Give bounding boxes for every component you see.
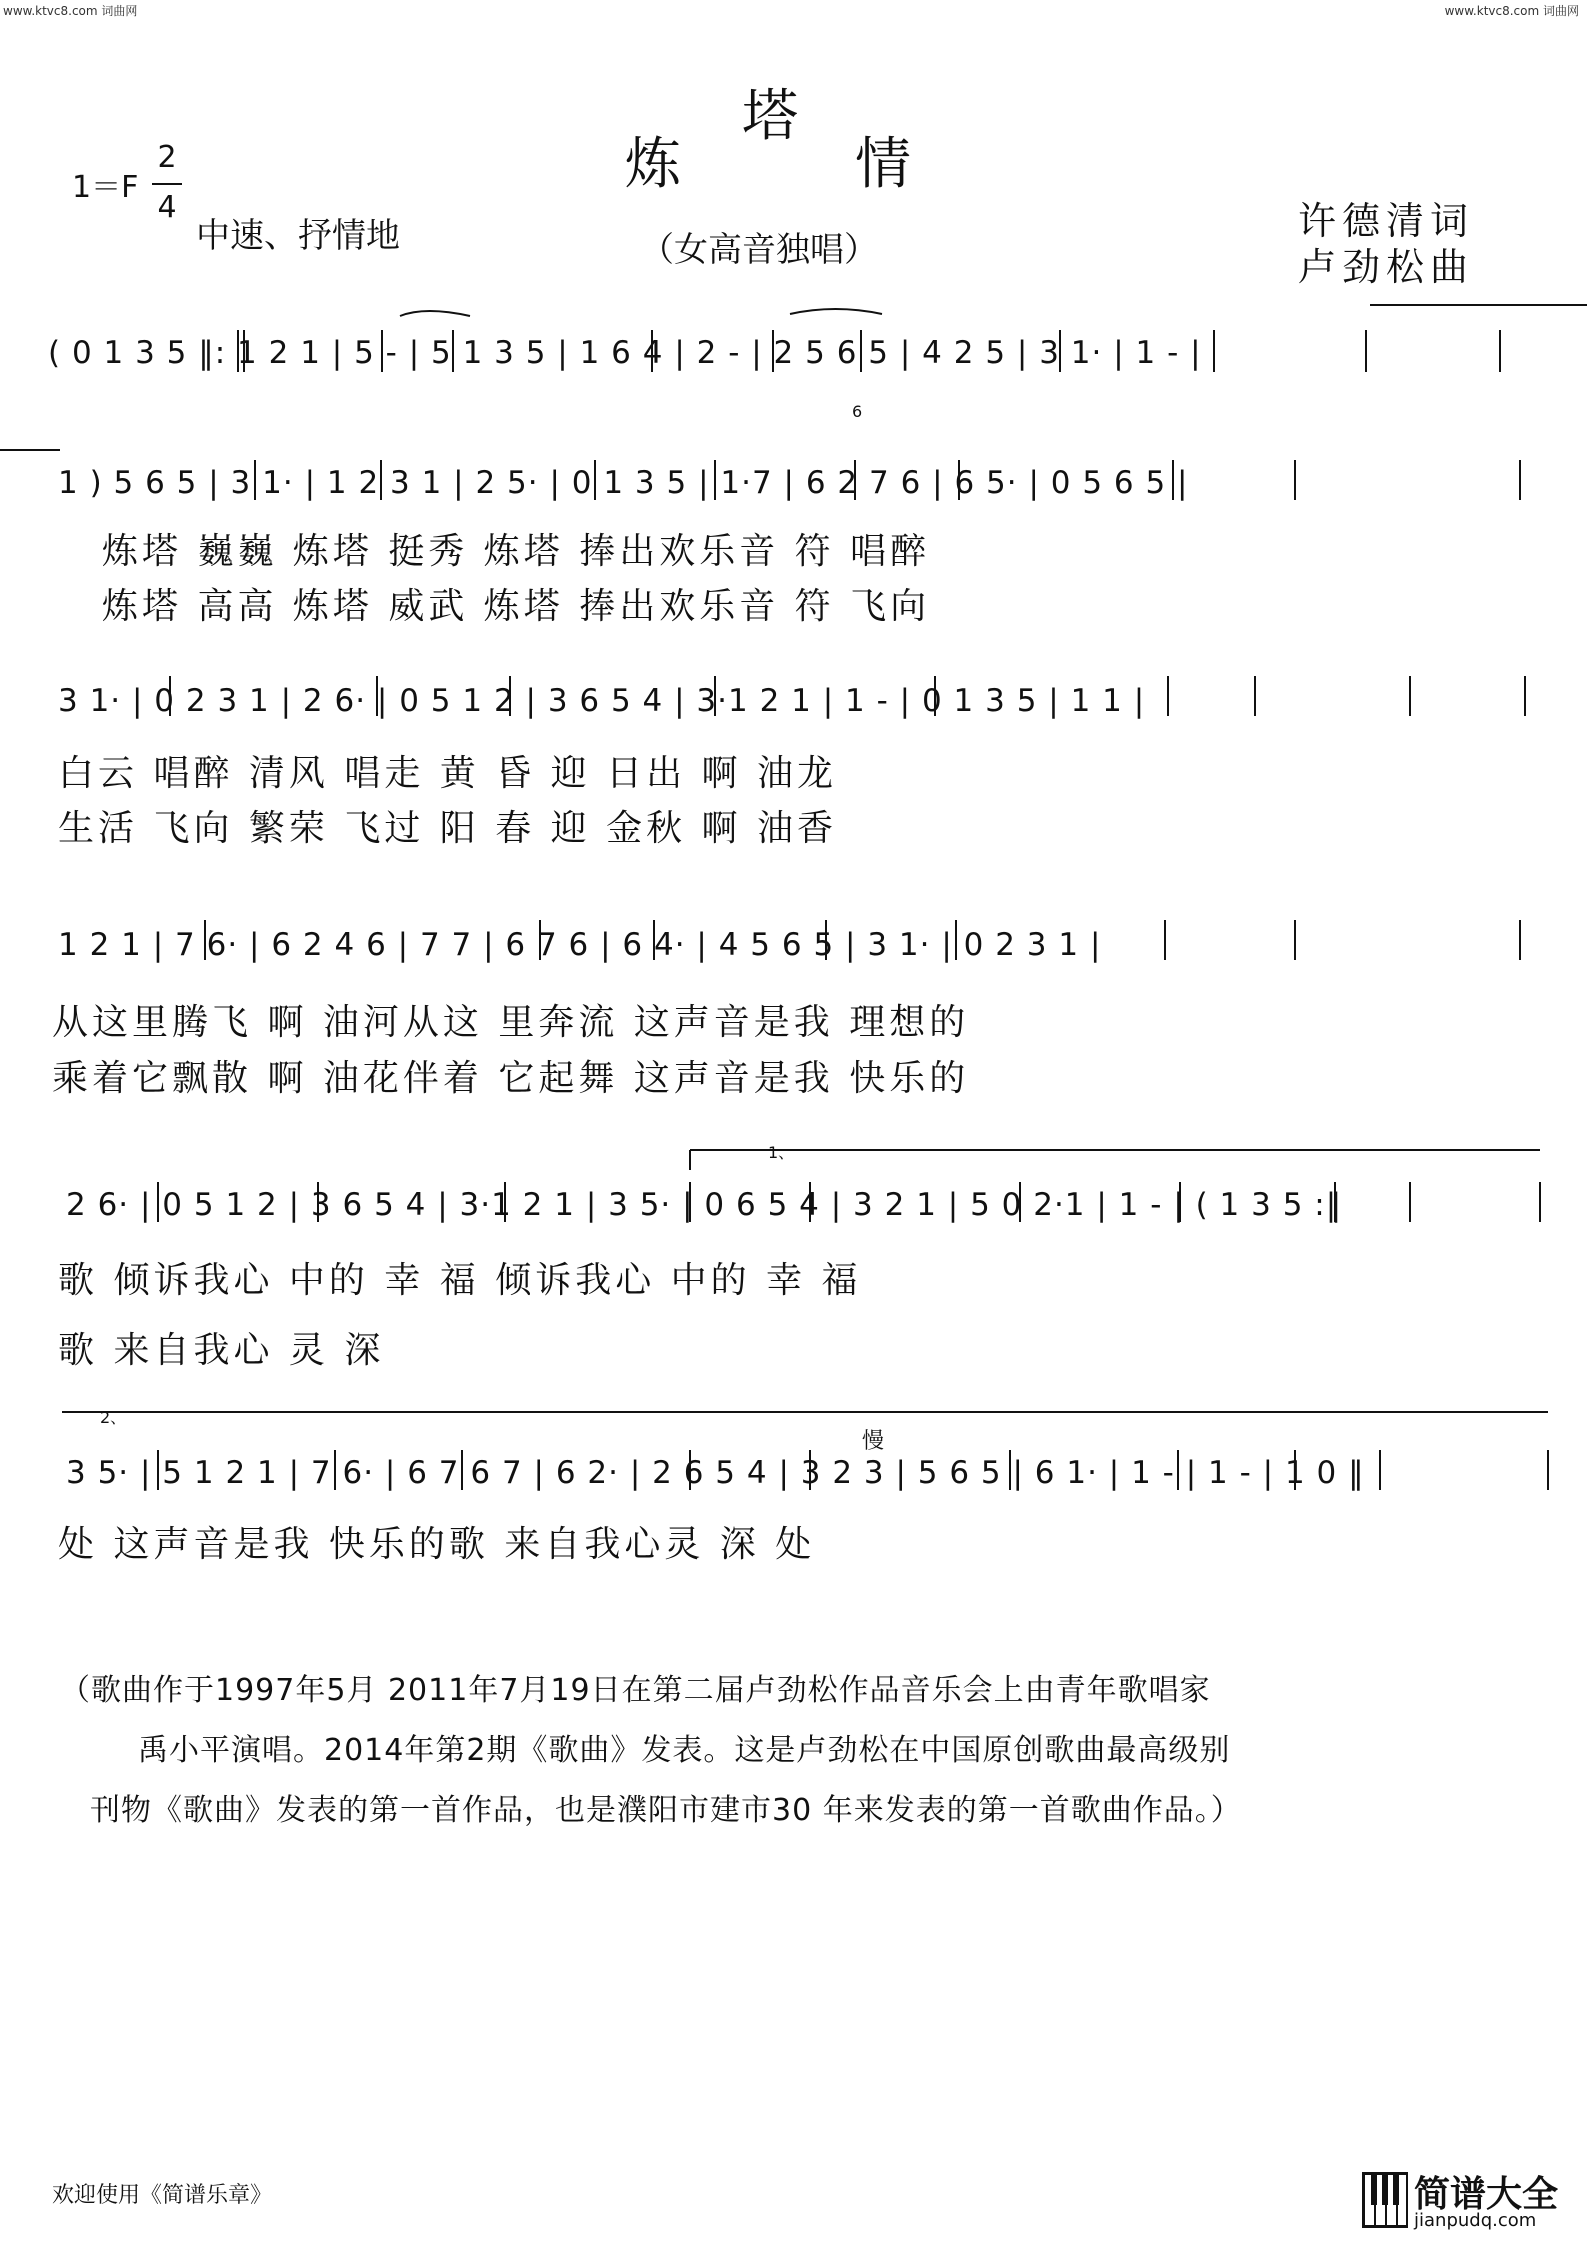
subtitle: （女高音独唱） [640,230,878,270]
system-2-notes: 1 ) 5 6 5 | 3 1· | 1 2 3 1 | 2 5· | 0 1 3 5 | 1·7 | 6 2 7 6 | 6 5· | 0 5 6 5 | [58,465,1189,501]
system-3-lyrics-verse-1: 白云 唱醉 清风 唱走 黄 昏 迎 日出 啊 油龙 [58,753,837,794]
watermark-right: www.ktvc8.com 词曲网 [1444,4,1579,18]
system-1-notes: ( 0 1 3 5 ‖: 1 2 1 | 5 - | 5 1 3 5 | 1 6 4 | 2 - | 2 5 6 5 | 4 2 5 | 3 1· | 1 - | [48,335,1202,371]
piano-keys-icon [1362,2172,1408,2228]
system-2-lyrics-verse-1: 炼塔 巍巍 炼塔 挺秀 炼塔 捧出欢乐音 符 唱醉 [102,531,931,572]
footnote-line-1: （歌曲作于1997年5月 2011年7月19日在第二届卢劲松作品音乐会上由青年歌唱家 [60,1673,1211,1708]
logo-name: 简谱大全 [1414,2174,1559,2215]
system-5-lyrics-verse-2: 歌 来自我心 灵 深 [58,1330,385,1371]
system-3-lyrics-verse-2: 生活 飞向 繁荣 飞过 阳 春 迎 金秋 啊 油香 [58,808,837,849]
composer-credit: 卢劲松曲 [1298,245,1475,289]
watermark-left: www.ktvc8.com 词曲网 [3,4,138,18]
time-signature-bottom: 4 [157,190,177,225]
site-logo[interactable] [1362,2166,1572,2236]
volta-2: 2、 [100,1408,127,1427]
system-4-notes: 1 2 1 | 7 6· | 6 2 4 6 | 7 7 | 6 7 6 | 6 4· | 4 5 6 5 | 3 1· | 0 2 3 1 | [58,927,1102,963]
footnote-line-3: 刊物《歌曲》发表的第一首作品，也是濮阳市建市30 年来发表的第一首歌曲作品。） [90,1793,1242,1828]
slow-marking: 慢 [862,1429,885,1454]
system-6-lyrics: 处 这声音是我 快乐的歌 来自我心灵 深 处 [58,1524,816,1565]
system-3-notes: 3 1· | 0 2 3 1 | 2 6· | 0 5 1 2 | 3 6 5 4 | 3·1 2 1 | 1 - | 0 1 3 5 | 1 1 | [58,683,1146,719]
logo-url: jianpudq.com [1414,2210,1537,2231]
system-4-lyrics-verse-2: 乘着它飘散 啊 油花伴着 它起舞 这声音是我 快乐的 [52,1058,970,1099]
key-signature: 1＝F [72,170,139,205]
lyricist-credit: 许德清词 [1298,199,1475,243]
volta-1: 1、 [768,1143,795,1162]
system-5-lyrics-verse-1: 歌 倾诉我心 中的 幸 福 倾诉我心 中的 幸 福 [58,1260,862,1301]
system-6-notes: 3 5· | 5 1 2 1 | 7 6· | 6 7 6 7 | 6 2· | 2 6 5 4 | 3 2 3 | 5 6 5 | 6 1· | 1 - | 1 - | 1 0 ‖ [66,1455,1365,1491]
system-5-notes: 2 6· | 0 5 1 2 | 3 6 5 4 | 3·1 2 1 | 3 5· | 0 6 5 4 | 3 2 1 | 5 0 2·1 | 1 - | ( 1 3 5 :‖ [66,1187,1343,1223]
footer-text: 欢迎使用《简谱乐章》 [52,2183,273,2208]
title-char-3: 情 [855,132,911,197]
tuplet-marking: 6 [852,402,863,421]
footnote-line-2: 禹小平演唱。2014年第2期《歌曲》发表。这是卢劲松在中国原创歌曲最高级别 [138,1733,1231,1768]
title-char-1: 炼 [625,132,681,197]
tempo-marking: 中速、抒情地 [196,216,400,256]
time-signature-top: 2 [157,140,177,175]
system-2-lyrics-verse-2: 炼塔 高高 炼塔 威武 炼塔 捧出欢乐音 符 飞向 [102,586,931,627]
title-char-2: 塔 [742,84,798,149]
system-4-lyrics-verse-1: 从这里腾飞 啊 油河从这 里奔流 这声音是我 理想的 [52,1002,970,1043]
